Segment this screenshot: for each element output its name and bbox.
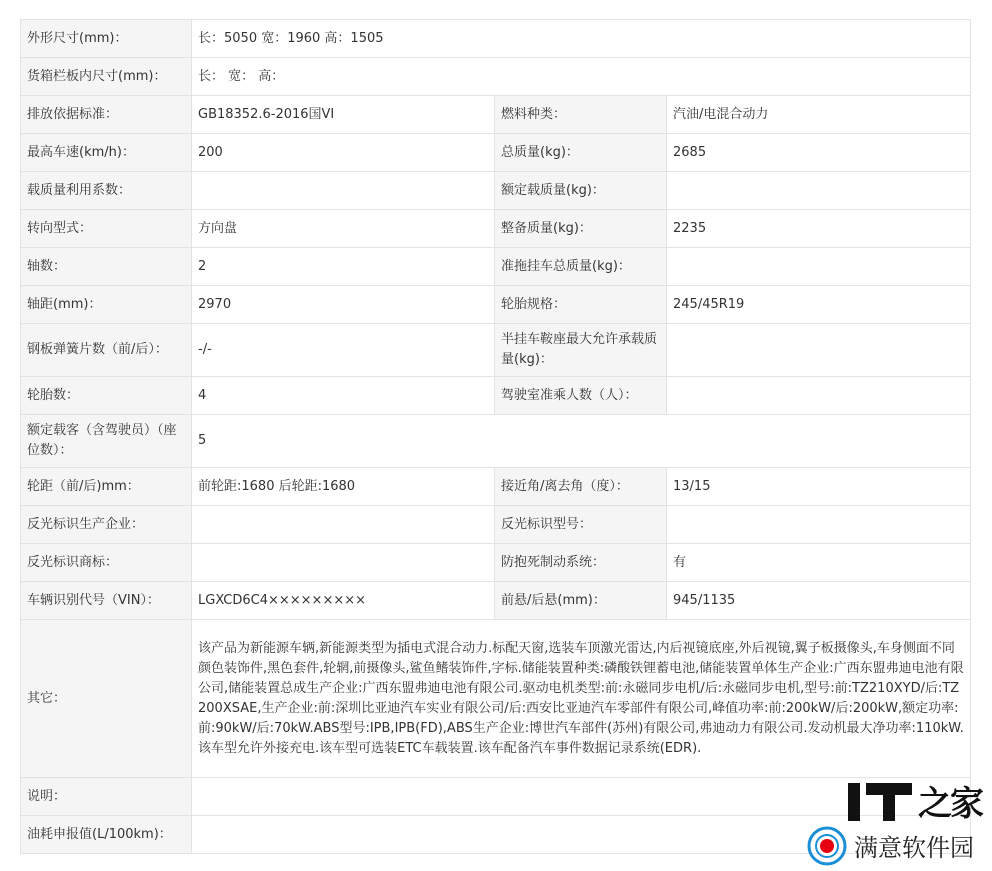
spec-value <box>667 172 971 210</box>
spec-label: 反光标识型号： <box>495 506 667 544</box>
spec-label: 燃料种类： <box>495 96 667 134</box>
spec-label: 油耗申报值(L/100km)： <box>21 816 192 854</box>
spec-label: 接近角/离去角（度）： <box>495 468 667 506</box>
spec-value: 945/1135 <box>667 582 971 620</box>
spec-row <box>21 544 971 582</box>
spec-row <box>21 210 971 248</box>
spec-label: 最高车速(km/h)： <box>21 134 192 172</box>
spec-value <box>192 544 495 582</box>
spec-value: LGXCD6C4××××××××× <box>192 582 495 620</box>
spec-value: 前轮距:1680 后轮距:1680 <box>192 468 495 506</box>
spec-row <box>21 58 971 96</box>
spec-value: 2235 <box>667 210 971 248</box>
spec-label: 其它： <box>21 620 192 778</box>
ithome-logo-icon <box>806 825 848 867</box>
spec-row <box>21 96 971 134</box>
spec-table-body <box>21 20 971 854</box>
spec-value: 13/15 <box>667 468 971 506</box>
spec-label: 前悬/后悬(mm)： <box>495 582 667 620</box>
spec-label: 驾驶室准乘人数（人）： <box>495 377 667 415</box>
spec-value: 有 <box>667 544 971 582</box>
spec-value: 5 <box>192 415 971 468</box>
spec-row <box>21 172 971 210</box>
spec-label: 额定载质量(kg)： <box>495 172 667 210</box>
spec-label: 总质量(kg)： <box>495 134 667 172</box>
spec-label: 钢板弹簧片数（前/后）： <box>21 324 192 377</box>
spec-value <box>667 324 971 377</box>
spec-value: 长：5050 宽：1960 高：1505 <box>192 20 971 58</box>
spec-label: 货箱栏板内尺寸(mm)： <box>21 58 192 96</box>
spec-value <box>192 506 495 544</box>
spec-row <box>21 468 971 506</box>
spec-label: 轮胎数： <box>21 377 192 415</box>
spec-value: 2970 <box>192 286 495 324</box>
spec-label: 外形尺寸(mm)： <box>21 20 192 58</box>
spec-row <box>21 582 971 620</box>
spec-label: 反光标识商标： <box>21 544 192 582</box>
spec-table <box>20 19 971 854</box>
spec-value: 汽油/电混合动力 <box>667 96 971 134</box>
spec-value: 方向盘 <box>192 210 495 248</box>
spec-label: 整备质量(kg)： <box>495 210 667 248</box>
spec-label: 车辆识别代号（VIN）： <box>21 582 192 620</box>
spec-label: 防抱死制动系统： <box>495 544 667 582</box>
spec-value: 245/45R19 <box>667 286 971 324</box>
spec-value <box>192 172 495 210</box>
spec-label: 载质量利用系数： <box>21 172 192 210</box>
spec-row <box>21 20 971 58</box>
spec-row <box>21 620 971 778</box>
watermark-brand-cn: 之家 <box>918 784 982 824</box>
spec-label: 准拖挂车总质量(kg)： <box>495 248 667 286</box>
spec-notes: 该产品为新能源车辆,新能源类型为插电式混合动力.标配天窗,选装车顶激光雷达,内后视镜底座,外后视镜,翼子板摄像头,车身侧面不同颜色装饰件,黑色套件,轮辋,前摄像头,鲨鱼鳍装饰件,字标.储能装置种类:磷酸铁锂蓄电池,储能装置单体生产企业:广西东盟弗迪电池有限公司,储能装置总成生产企业:广西东盟弗迪电池有限公司.驱动电机类型:前:永磁同步电机/后:永磁同步电机,型号:前:TZ210XYD/后:TZ200XSAE,生产企业:前:深圳比亚迪汽车实业有限公司/后:西安比亚迪汽车零部件有限公司,峰值功率:前:200kW/后:200kW,额定功率:前:90kW/后:70kW.ABS型号:IPB,IPB(FD),ABS生产企业:博世汽车部件(苏州)有限公司,弗迪动力有限公司.发动机最大净功率:110kW.该车型允许外接充电.该车型可选装ETC车载装置.该车配备汽车事件数据记录系统(EDR). <box>192 620 971 778</box>
spec-label: 轮胎规格： <box>495 286 667 324</box>
spec-value <box>667 248 971 286</box>
spec-row <box>21 415 971 468</box>
spec-label: 额定载客（含驾驶员）（座位数）： <box>21 415 192 468</box>
spec-label: 排放依据标准： <box>21 96 192 134</box>
spec-row <box>21 134 971 172</box>
spec-value: 2685 <box>667 134 971 172</box>
spec-row <box>21 506 971 544</box>
watermark <box>806 783 986 871</box>
watermark-it-logo <box>848 783 912 821</box>
spec-label: 轴数： <box>21 248 192 286</box>
spec-row <box>21 286 971 324</box>
spec-row <box>21 324 971 377</box>
spec-value <box>667 506 971 544</box>
spec-label: 转向型式： <box>21 210 192 248</box>
spec-label: 轴距(mm)： <box>21 286 192 324</box>
spec-value <box>667 377 971 415</box>
watermark-site-name: 满意软件园 <box>854 834 974 862</box>
spec-label: 半挂车鞍座最大允许承载质量(kg)： <box>495 324 667 377</box>
spec-value: 长： 宽： 高： <box>192 58 971 96</box>
spec-label: 说明： <box>21 778 192 816</box>
spec-value: 200 <box>192 134 495 172</box>
spec-value: 4 <box>192 377 495 415</box>
spec-row <box>21 248 971 286</box>
spec-value: GB18352.6-2016国VI <box>192 96 495 134</box>
spec-label: 反光标识生产企业： <box>21 506 192 544</box>
spec-row <box>21 377 971 415</box>
spec-label: 轮距（前/后)mm： <box>21 468 192 506</box>
spec-value: -/- <box>192 324 495 377</box>
spec-value: 2 <box>192 248 495 286</box>
